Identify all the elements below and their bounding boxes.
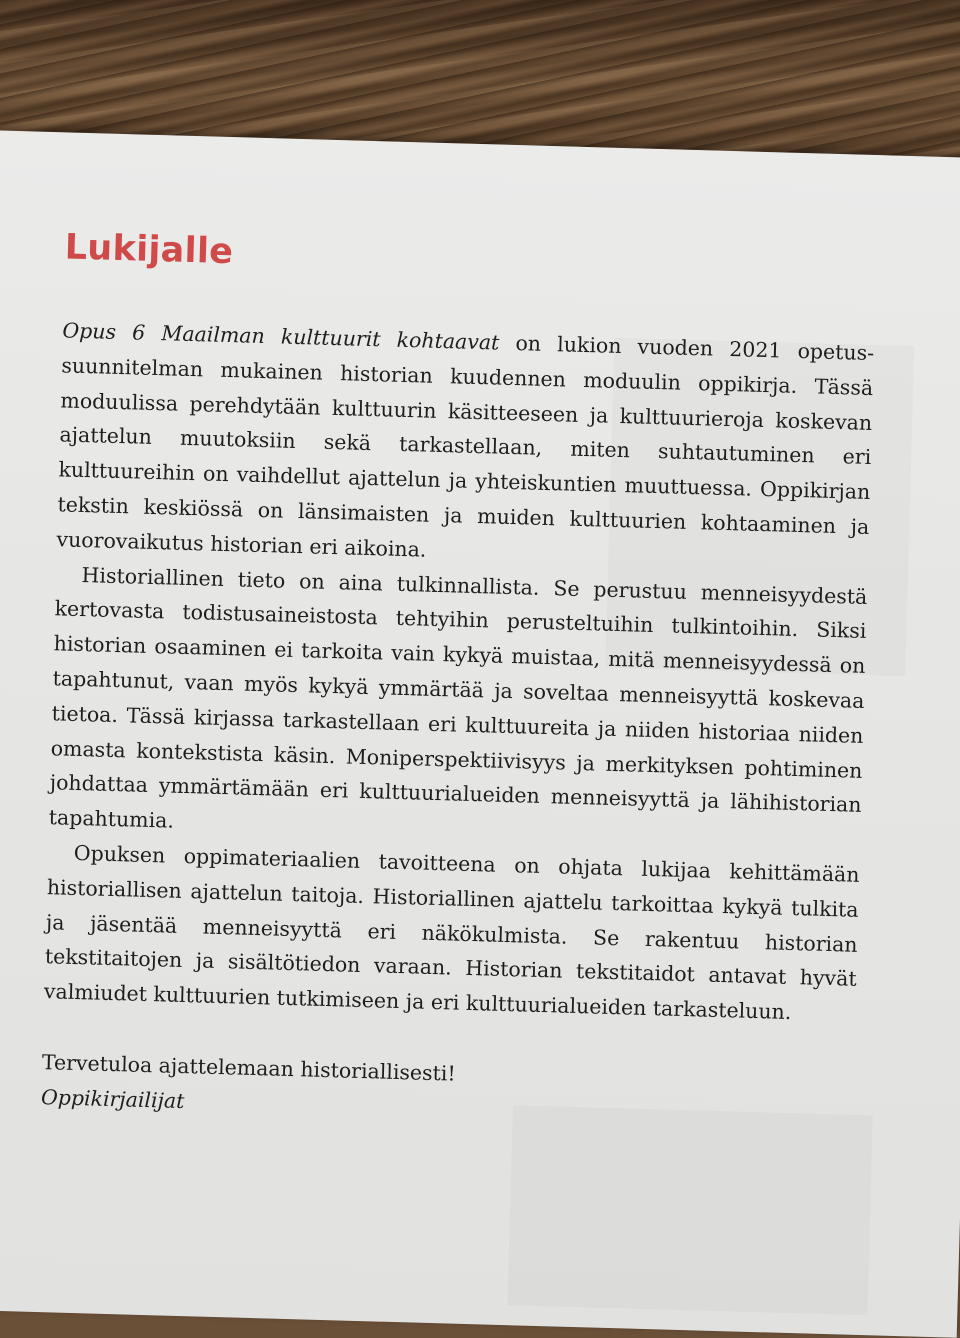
book-title: Opus 6 Maailman kulttuurit kohtaavat xyxy=(62,318,500,355)
closing-block xyxy=(41,1045,855,1137)
paragraph-learning-goals: Opuksen oppimateriaalien tavoitteena on ohjata lukijaa kehittämään historiallisen ajattelun taitoja. Historiallinen ajattelu tarkoittaa kykyä tulkita ja jäsentää menneisyyttä eri näkökulmista. Se rakentuu historian tekstitaitojen ja sisältötiedon varaan. Historian tekstitaidot antavat hyvät valmiudet kulttuurien tutkimiseen ja eri kulttuurialueiden tarkasteluun. xyxy=(43,840,860,1025)
page-heading: Lukijalle xyxy=(64,227,234,273)
paragraph-intro-text: on lukion vuoden 2021 opetussuunnitelman mukainen historian kuudennen moduulin oppikirja. Tässä moduulissa perehdytään kulttuurin käsitteeseen ja kulttuurieroja koskevan ajattelun muutoksiin sekä tarkastellaan, miten suhtautuminen eri kulttuureihin on vaihdellut ajattelun ja yhteiskuntien muuttuessa. Oppikirjan tekstin keskiössä on länsimaisten ja muiden kulttuurien kohtaaminen ja vuorovaikutus historian eri aikoina. xyxy=(56,330,875,562)
paragraph-historical-knowledge: Historiallinen tieto on aina tulkinnallista. Se perustuu menneisyydestä kertovasta todistusaineistosta tehtyihin perusteltuihin tulkintoihin. Siksi historian osaaminen ei tarkoita vain kykyä muistaa, mitä menneisyydessä on tapahtunut, vaan myös kykyä ymmärtää ja soveltaa menneisyyttä koskevaa tietoa. Tässä kirjassa tarkastellaan eri kulttuureita ja niiden historiaa niiden omasta kontekstista käsin. Moniperspektiivisyys ja merkityksen pohtiminen johdattaa ymmärtämään eri kulttuurialueiden menneisyyttä ja lähihistorian tapahtumia. xyxy=(48,562,868,833)
paragraph-intro xyxy=(56,313,874,579)
bleed-through-block xyxy=(507,1105,872,1315)
page-content xyxy=(41,227,877,1137)
book-page xyxy=(0,130,960,1338)
signature: Oppikirjailijat xyxy=(40,1084,185,1113)
closing-line: Tervetuloa ajattelemaan historiallisesti! xyxy=(41,1050,457,1086)
